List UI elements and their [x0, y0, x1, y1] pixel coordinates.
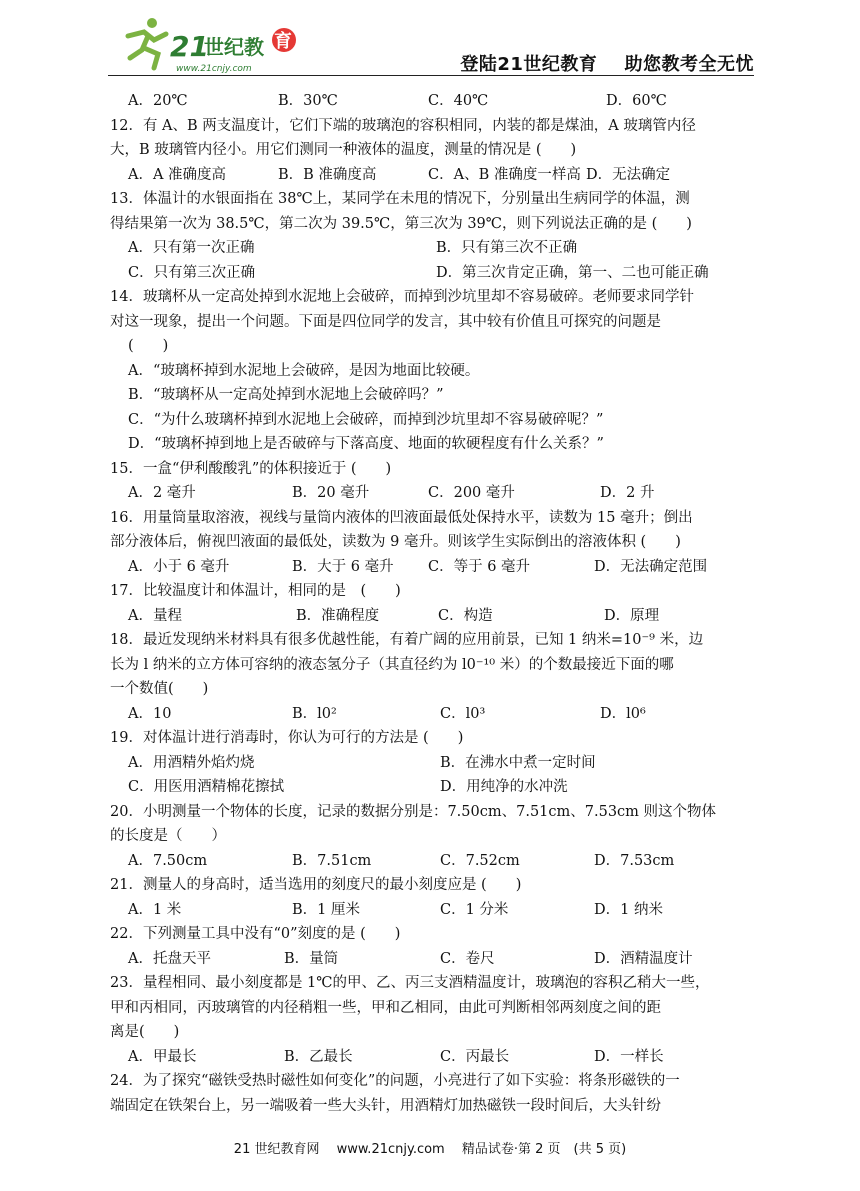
answer-option: C．等于 6 毫升 [428, 558, 531, 575]
answer-option: B．只有第三次不正确 [436, 240, 578, 256]
question-text-line: 甲和丙相同，丙玻璃管的内径稍粗一些，甲和乙相同，由此可判断相邻两刻度之间的距 [110, 999, 661, 1016]
question-text-line: 18．最近发现纳米材料具有很多优越性能，有着广阔的应用前景，已知 1 纳米=10⁻⁹ 米，边 [110, 632, 704, 648]
question-text-line: 离是( ) [110, 1024, 180, 1040]
answer-option: D．一样长 [594, 1048, 664, 1065]
question-text-line: 20．小明测量一个物体的长度，记录的数据分别是：7.50cm、7.51cm、7.53cm 则这个物体 [110, 803, 717, 820]
answer-option: D．60℃ [606, 93, 667, 109]
answer-option: A．2 毫升 [128, 485, 196, 501]
answer-option: A．10 [128, 705, 172, 722]
exam-content [110, 89, 756, 1118]
answer-option: A．托盘天平 [128, 950, 211, 967]
answer-option: B．7.51cm [292, 852, 372, 869]
question-text-line: 22．下列测量工具中没有“0”刻度的是 ( ) [110, 926, 401, 942]
answer-option: D．无法确定 [586, 166, 671, 183]
question-text-line: 19．对体温计进行消毒时，你认为可行的方法是 ( ) [110, 730, 464, 746]
header-rule [108, 75, 754, 76]
answer-options-row [110, 947, 756, 972]
answer-option: A．小于 6 毫升 [128, 558, 230, 575]
answer-option: A．量程 [128, 607, 182, 624]
answer-options-row [110, 751, 756, 776]
question-text-line: 长为 l 纳米的立方体可容纳的液态氢分子（其直径约为 l0⁻¹⁰ 米）的个数最接近下面的哪 [110, 656, 674, 673]
question-text-line: 一个数值( ) [110, 681, 209, 697]
question-text-line: 13．体温计的水银面指在 38℃上，某同学在未甩的情况下，分别量出生病同学的体温，测 [110, 191, 690, 207]
answer-option: B．1 厘米 [292, 901, 360, 918]
question-text-line: 部分液体后，俯视凹液面的最低处，读数为 9 毫升。则该学生实际倒出的溶液体积 ( ) [110, 534, 681, 550]
question-text-line: 17．比较温度计和体温计，相同的是 ( ) [110, 583, 401, 599]
answer-option: B．乙最长 [284, 1048, 353, 1065]
answer-option: C．1 分米 [440, 901, 509, 918]
answer-option: A．A 准确度高 [128, 166, 227, 183]
answer-option: C．A、B 准确度一样高 [428, 166, 581, 183]
question-text-line: 24．为了探究“磁铁受热时磁性如何变化”的问题，小亮进行了如下实验：将条形磁铁的一 [110, 1073, 680, 1089]
answer-option: A．20℃ [128, 93, 188, 109]
logo-text: 21 [170, 30, 209, 63]
page-header [0, 0, 860, 80]
answer-options-row [110, 163, 756, 188]
answer-options-row [110, 236, 756, 261]
header-slogan: 登陆21世纪教育 助您教考全无忧 [460, 54, 754, 75]
answer-option: B．量筒 [284, 950, 339, 967]
answer-option: B．30℃ [278, 93, 338, 109]
answer-option: B．准确程度 [296, 607, 380, 624]
question-text-line: 15．一盒“伊利酸酸乳”的体积接近于 ( ) [110, 460, 392, 477]
answer-option: D．2 升 [600, 485, 655, 501]
answer-options-row [110, 849, 756, 874]
answer-option: D．第三次肯定正确，第一、二也可能正确 [436, 264, 709, 281]
answer-option: C．40℃ [428, 93, 489, 109]
answer-options-row [110, 775, 756, 800]
answer-options-row [110, 481, 756, 506]
svg-text:育: 育 [274, 31, 292, 52]
question-text-line: 得结果第一次为 38.5℃，第二次为 39.5℃，第三次为 39℃，则下列说法正确的是 ( ) [110, 215, 692, 232]
answer-option: A．7.50cm [128, 852, 208, 869]
question-text-line: 大，B 玻璃管内径小。用它们测同一种液体的温度，测量的情况是 ( ) [110, 142, 577, 158]
answer-options-row [110, 898, 756, 923]
question-text-line: A．“玻璃杯掉到水泥地上会破碎，是因为地面比较硬。 [128, 362, 480, 379]
answer-option: C．只有第三次正确 [128, 264, 256, 281]
answer-option: C．丙最长 [440, 1048, 510, 1065]
answer-option: D．1 纳米 [594, 901, 663, 918]
page-footer: 21 世纪教育网 www.21cnjy.com 精品试卷·第 2 页 (共 5 页) [233, 1142, 627, 1157]
answer-option: C．200 毫升 [428, 485, 515, 501]
answer-option: A．用酒精外焰灼烧 [128, 754, 255, 771]
answer-option: D．l0⁶ [600, 705, 646, 722]
answer-option: A．甲最长 [128, 1048, 197, 1065]
question-text-line: 的长度是（ ） [110, 828, 226, 844]
question-text-line: 14．玻璃杯从一定高处掉到水泥地上会破碎，而掉到沙坑里却不容易破碎。老师要求同学针 [110, 289, 694, 305]
question-text-line: 16．用量筒量取溶液，视线与量筒内液体的凹液面最低处保持水平，读数为 15 毫升；倒出 [110, 509, 693, 526]
question-text-line: 21．测量人的身高时，适当选用的刻度尺的最小刻度应是 ( ) [110, 877, 522, 893]
site-logo [108, 14, 308, 76]
question-text-line: B．“玻璃杯从一定高处掉到水泥地上会破碎吗？” [128, 387, 444, 403]
question-text-line: 23．量程相同、最小刻度都是 1℃的甲、乙、丙三支酒精温度计，玻璃泡的容积乙稍大一些， [110, 975, 710, 991]
answer-option: C．l0³ [440, 705, 486, 722]
answer-option: D．7.53cm [594, 852, 675, 869]
question-text-line: C．“为什么玻璃杯掉到水泥地上会破碎，而掉到沙坑里却不容易破碎呢？” [128, 411, 604, 428]
answer-option: B．大于 6 毫升 [292, 558, 394, 575]
answer-option: C．7.52cm [440, 852, 520, 869]
answer-option: D．原理 [604, 607, 660, 624]
answer-option: C．用医用酒精棉花擦拭 [128, 779, 285, 795]
answer-option: B．20 毫升 [292, 485, 370, 501]
question-text-line: D．“玻璃杯掉到地上是否破碎与下落高度、地面的软硬程度有什么关系？” [128, 436, 604, 452]
question-text-line: ( ) [128, 338, 169, 354]
answer-option: B．在沸水中煮一定时间 [440, 754, 596, 771]
answer-option: A．只有第一次正确 [128, 240, 255, 256]
answer-option: B．l0² [292, 705, 337, 722]
answer-option: D．用纯净的水冲洗 [440, 779, 568, 795]
answer-options-row [110, 89, 756, 114]
svg-text:世纪教: 世纪教 [204, 35, 264, 59]
question-text-line: 对这一现象，提出一个问题。下面是四位同学的发言，其中较有价值且可探究的问题是 [110, 313, 661, 330]
answer-options-row [110, 702, 756, 727]
answer-option: A．1 米 [128, 901, 182, 918]
answer-options-row [110, 1045, 756, 1070]
logo-url: www.21cnjy.com [176, 64, 252, 74]
answer-option: C．卷尺 [440, 950, 495, 967]
answer-option: D．无法确定范围 [594, 558, 708, 575]
answer-options-row [110, 261, 756, 286]
answer-option: B．B 准确度高 [278, 166, 377, 183]
answer-options-row [110, 555, 756, 580]
answer-option: D．酒精温度计 [594, 950, 693, 967]
question-text-line: 端固定在铁架台上，另一端吸着一些大头针，用酒精灯加热磁铁一段时间后，大头针纷 [110, 1097, 661, 1114]
answer-options-row [110, 604, 756, 629]
answer-option: C．构造 [438, 607, 493, 624]
question-text-line: 12．有 A、B 两支温度计，它们下端的玻璃泡的容积相同，内装的都是煤油，A 玻璃管内径 [110, 117, 696, 134]
